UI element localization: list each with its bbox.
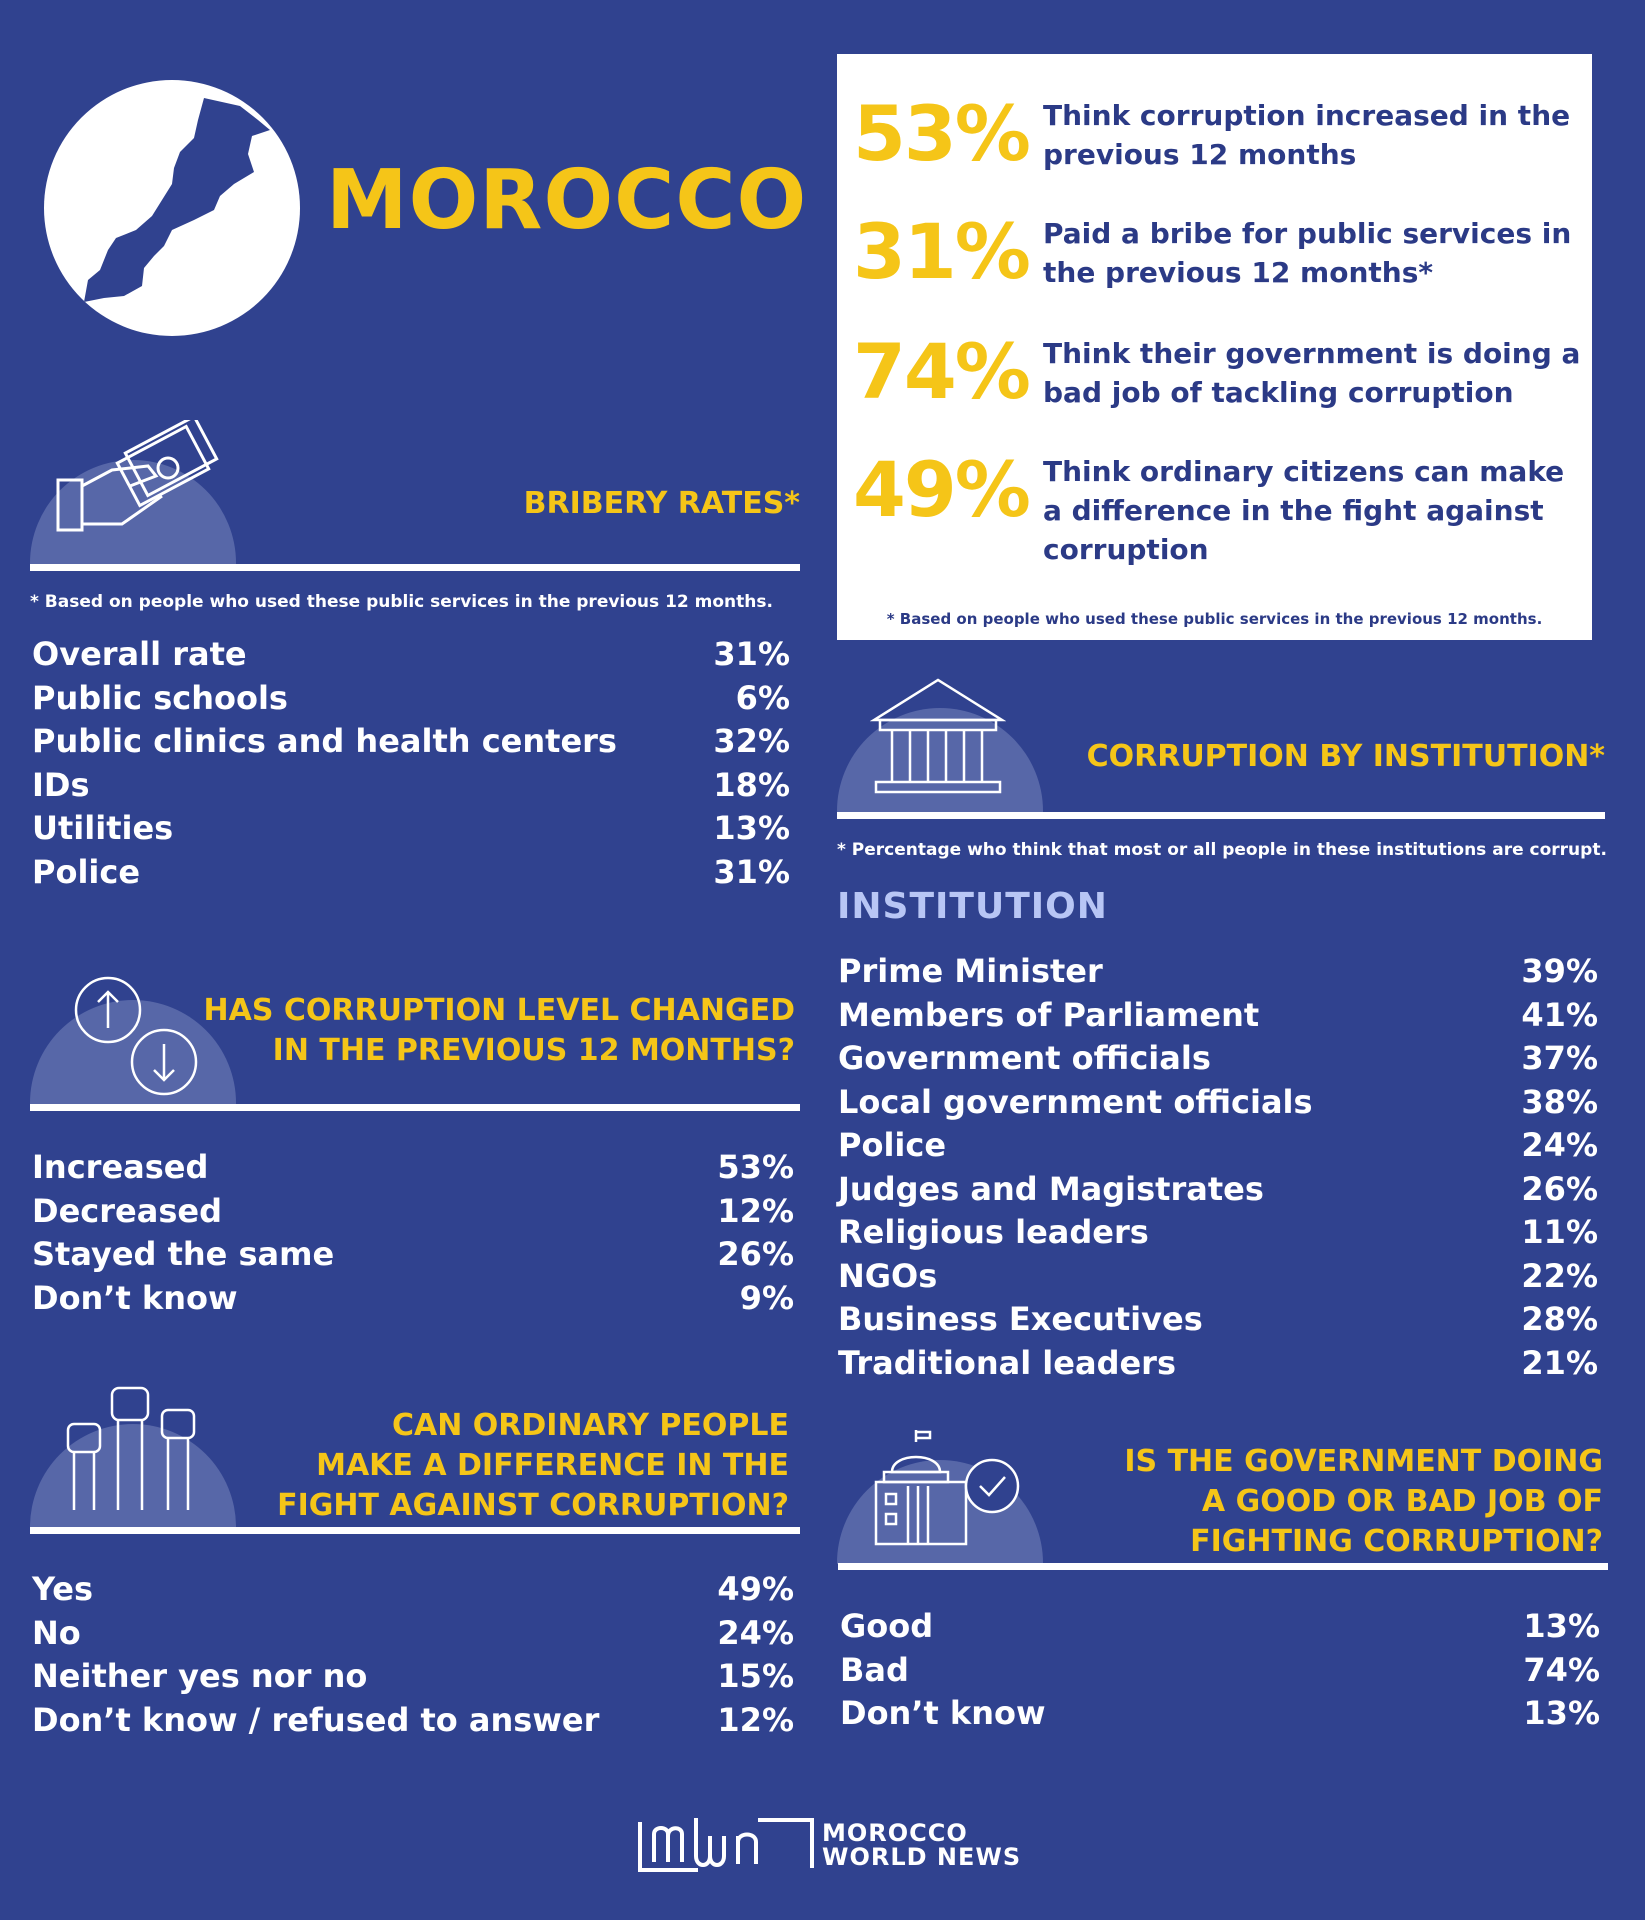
title-line: HAS CORRUPTION LEVEL CHANGED (203, 993, 795, 1028)
row-value: 39% (1521, 952, 1598, 990)
change-list (32, 1146, 794, 1320)
row-value: 13% (1523, 1694, 1600, 1732)
row-label: Good (840, 1607, 934, 1645)
row-label: Government officials (838, 1039, 1211, 1077)
list-item (32, 851, 790, 895)
row-value: 26% (717, 1235, 794, 1273)
row-value: 15% (717, 1657, 794, 1695)
row-label: Members of Parliament (838, 995, 1260, 1034)
row-label: IDs (32, 765, 90, 804)
list-item (840, 1649, 1600, 1693)
key-stats-card (837, 54, 1592, 640)
row-label: Religious leaders (838, 1213, 1149, 1251)
section-divider (838, 1563, 1608, 1570)
institution-column-header: INSTITUTION (837, 886, 1108, 927)
title-line: MAKE A DIFFERENCE IN THE (316, 1448, 789, 1483)
list-item (838, 1211, 1598, 1255)
row-label: Stayed the same (32, 1235, 335, 1273)
list-item (840, 1605, 1600, 1649)
row-label: Police (32, 852, 141, 891)
title-line: IS THE GOVERNMENT DOING (1124, 1444, 1603, 1479)
row-label: Judges and Magistrates (838, 1169, 1264, 1208)
row-label: Public schools (32, 678, 288, 717)
row-label: Bad (840, 1650, 909, 1689)
difference-list (32, 1568, 794, 1742)
row-value: 74% (1523, 1650, 1600, 1689)
list-item (838, 1037, 1598, 1081)
row-label: Don’t know (840, 1694, 1046, 1732)
title-line: FIGHTING CORRUPTION? (1190, 1524, 1603, 1559)
row-value: 11% (1521, 1213, 1598, 1251)
row-label: Police (838, 1126, 947, 1164)
row-label: Neither yes nor no (32, 1657, 368, 1695)
row-label: Don’t know / refused to answer (32, 1700, 600, 1739)
title-line: CAN ORDINARY PEOPLE (392, 1408, 789, 1443)
row-label: Utilities (32, 809, 174, 847)
bribery-footnote: * Based on people who used these public services in the previous 12 months. (30, 592, 773, 612)
row-value: 18% (713, 765, 790, 804)
row-label: No (32, 1613, 81, 1652)
key-stat-percent: 74% (853, 327, 1029, 416)
list-item (32, 1655, 794, 1699)
row-value: 41% (1521, 995, 1598, 1034)
key-stat-text: Think their government is doing a bad job of tackling corruption (1043, 337, 1581, 409)
row-label: Overall rate (32, 635, 247, 673)
row-value: 22% (1521, 1256, 1598, 1295)
row-label: Traditional leaders (838, 1343, 1176, 1382)
section-divider (30, 1527, 800, 1534)
row-label: Decreased (32, 1191, 222, 1230)
key-stat-percent: 31% (853, 207, 1029, 296)
row-value: 26% (1521, 1169, 1598, 1208)
government-section-title (1124, 1442, 1603, 1562)
list-item (32, 720, 790, 764)
list-item (838, 950, 1598, 994)
mwn-logomark-icon (638, 1812, 814, 1878)
row-value: 28% (1521, 1300, 1598, 1338)
list-item (838, 1081, 1598, 1125)
row-label: Public clinics and health centers (32, 722, 617, 760)
key-stat-text: Paid a bribe for public services in the previous 12 months* (1043, 217, 1572, 289)
key-stat-row (853, 445, 1582, 569)
government-list (840, 1605, 1600, 1736)
row-label: Business Executives (838, 1300, 1203, 1338)
row-value: 49% (717, 1570, 794, 1608)
row-value: 13% (1523, 1607, 1600, 1645)
key-stat-text: Think ordinary citizens can make a difference in the fight against corruption (1043, 455, 1565, 566)
row-label: NGOs (838, 1256, 938, 1295)
institution-section-title: CORRUPTION BY INSTITUTION* (1086, 739, 1605, 774)
section-divider (30, 564, 800, 571)
list-item (32, 677, 790, 721)
list-item (32, 807, 790, 851)
row-label: Local government officials (838, 1082, 1313, 1121)
title-line: IN THE PREVIOUS 12 MONTHS? (272, 1033, 795, 1068)
hand-money-icon (52, 420, 232, 540)
row-value: 6% (735, 678, 790, 717)
key-stats-footnote: * Based on people who used these public services in the previous 12 months. (886, 610, 1543, 628)
section-divider (30, 1104, 800, 1111)
row-value: 32% (713, 722, 790, 760)
up-down-arrows-icon (72, 974, 202, 1100)
country-map-circle (44, 80, 300, 336)
row-value: 38% (1521, 1082, 1598, 1121)
row-value: 53% (717, 1148, 794, 1186)
list-item (32, 1612, 794, 1656)
mwn-wordmark (822, 1821, 1021, 1869)
section-divider (837, 812, 1605, 819)
list-item (838, 1298, 1598, 1342)
institution-list (838, 950, 1598, 1385)
list-item (838, 994, 1598, 1038)
row-value: 24% (717, 1613, 794, 1652)
row-label: Increased (32, 1148, 209, 1186)
difference-section-title (277, 1406, 789, 1526)
bribery-list (32, 633, 790, 894)
institution-footnote: * Percentage who think that most or all people in these institutions are corrupt. (837, 840, 1607, 860)
key-stat-row (853, 327, 1582, 416)
government-building-check-icon (872, 1428, 1022, 1554)
list-item (838, 1124, 1598, 1168)
row-label: Don’t know (32, 1278, 238, 1317)
list-item (32, 1277, 794, 1321)
key-stat-percent: 53% (853, 89, 1029, 178)
row-value: 12% (717, 1191, 794, 1230)
list-item (32, 1190, 794, 1234)
list-item (32, 1568, 794, 1612)
list-item (838, 1255, 1598, 1299)
list-item (838, 1342, 1598, 1386)
row-value: 31% (713, 852, 790, 891)
row-value: 37% (1521, 1039, 1598, 1077)
row-value: 13% (713, 809, 790, 847)
logo-line: MOROCCO (822, 1819, 968, 1847)
row-value: 9% (739, 1278, 794, 1317)
list-item (838, 1168, 1598, 1212)
row-label: Prime Minister (838, 952, 1103, 990)
row-label: Yes (32, 1570, 93, 1608)
bribery-section-title: BRIBERY RATES* (523, 486, 800, 521)
key-stat-row (853, 207, 1582, 296)
list-item (840, 1692, 1600, 1736)
country-title: MOROCCO (326, 153, 808, 248)
row-value: 12% (717, 1700, 794, 1739)
logo-line: WORLD NEWS (822, 1843, 1022, 1871)
change-section-title (204, 991, 795, 1071)
list-item (32, 1699, 794, 1743)
list-item (32, 1233, 794, 1277)
list-item (32, 764, 790, 808)
key-stat-percent: 49% (853, 445, 1029, 534)
courthouse-icon (870, 676, 1006, 802)
title-line: A GOOD OR BAD JOB OF (1201, 1484, 1603, 1519)
list-item (32, 633, 790, 677)
key-stat-row (853, 89, 1582, 178)
morocco-map-icon (44, 80, 300, 336)
raised-fists-icon (60, 1380, 210, 1512)
key-stat-text: Think corruption increased in the previous 12 months (1043, 99, 1571, 171)
title-line: FIGHT AGAINST CORRUPTION? (277, 1488, 789, 1523)
mwn-logo (638, 1812, 1021, 1878)
row-value: 24% (1521, 1126, 1598, 1164)
row-value: 31% (713, 635, 790, 673)
row-value: 21% (1521, 1343, 1598, 1382)
list-item (32, 1146, 794, 1190)
